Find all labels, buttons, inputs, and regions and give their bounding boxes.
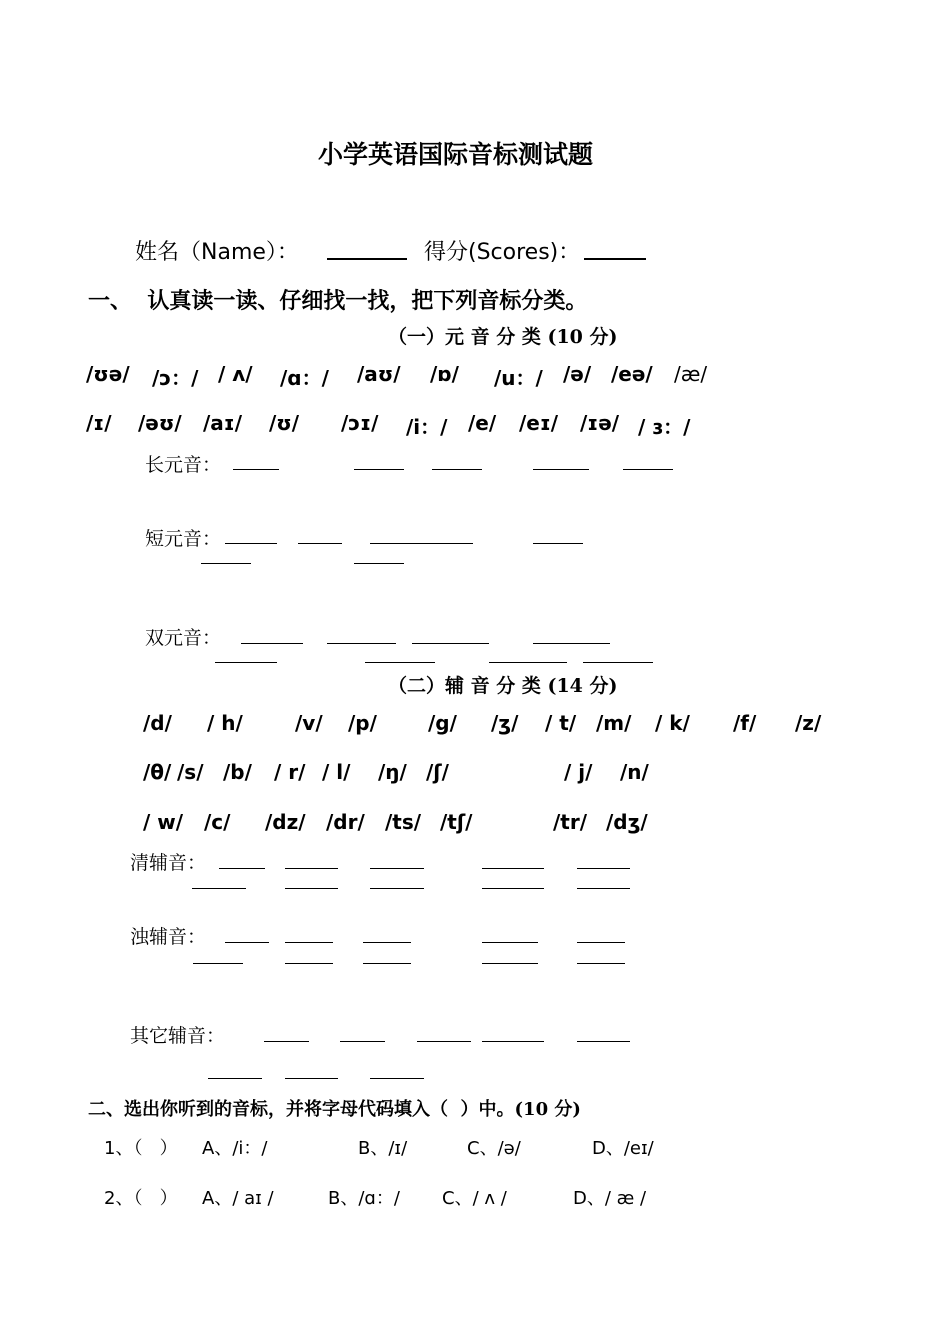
answer-blank[interactable] — [225, 543, 277, 544]
answer-blank[interactable] — [354, 563, 404, 564]
consonant-symbol: /d/ — [143, 711, 172, 735]
section2-heading: 二、选出你听到的音标，并将字母代码填入（ ）中。(10 分) — [88, 1099, 581, 1120]
answer-blank[interactable] — [533, 469, 589, 470]
answer-blank[interactable] — [577, 942, 625, 943]
vowel-subheading: （一）元 音 分 类 (10 分) — [388, 326, 618, 348]
consonant-symbol: /ŋ/ — [378, 760, 407, 784]
score-blank[interactable] — [584, 258, 646, 260]
option-a[interactable]: A、/i：/ — [202, 1138, 268, 1159]
answer-blank[interactable] — [623, 469, 673, 470]
answer-blank[interactable] — [219, 868, 265, 869]
answer-blank[interactable] — [264, 1041, 309, 1042]
vowel-symbol: /ɪ/ — [86, 411, 112, 435]
option-c[interactable]: C、/ə/ — [467, 1138, 521, 1159]
answer-blank[interactable] — [370, 888, 424, 889]
vowel-symbol: /eɪ/ — [519, 411, 559, 435]
consonant-symbol: /c/ — [204, 810, 231, 834]
section1-heading: 一、 认真读一读、仔细找一找，把下列音标分类。 — [88, 288, 588, 314]
consonant-symbol: /θ/ — [143, 760, 172, 784]
consonant-symbol: /ʃ/ — [426, 760, 449, 784]
consonant-symbol: /p/ — [348, 711, 377, 735]
vowel-symbol: /ɔ：/ — [152, 366, 199, 390]
answer-blank[interactable] — [533, 643, 610, 644]
vowel-symbol: /ʊə/ — [86, 362, 130, 386]
answer-blank[interactable] — [285, 942, 333, 943]
consonant-symbol: / t/ — [545, 711, 577, 735]
long-vowel-label: 长元音： — [145, 454, 222, 476]
voiceless-label: 清辅音： — [130, 852, 207, 874]
vowel-symbol: / ɜ：/ — [638, 415, 691, 439]
vowel-symbol: /e/ — [468, 411, 497, 435]
answer-blank[interactable] — [482, 888, 544, 889]
answer-blank[interactable] — [365, 662, 435, 663]
consonant-symbol: /v/ — [295, 711, 323, 735]
answer-blank[interactable] — [193, 963, 243, 964]
answer-blank[interactable] — [482, 868, 544, 869]
answer-blank[interactable] — [417, 1041, 471, 1042]
consonant-symbol: /ʒ/ — [491, 711, 519, 735]
consonant-symbol: /g/ — [428, 711, 457, 735]
consonant-symbol: / k/ — [655, 711, 690, 735]
answer-blank[interactable] — [482, 1041, 544, 1042]
consonant-symbol: /f/ — [733, 711, 757, 735]
answer-blank[interactable] — [577, 963, 625, 964]
answer-blank[interactable] — [298, 543, 342, 544]
consonant-symbol: / l/ — [322, 760, 351, 784]
option-b[interactable]: B、/ɑ：/ — [328, 1188, 400, 1209]
question-number: 2、（ ） — [104, 1188, 178, 1209]
answer-blank[interactable] — [201, 563, 251, 564]
answer-blank[interactable] — [583, 662, 653, 663]
consonant-symbol: / w/ — [143, 810, 184, 834]
consonant-symbol: /ts/ — [385, 810, 422, 834]
vowel-symbol: /ɒ/ — [430, 362, 459, 386]
voiced-label: 浊辅音： — [130, 926, 207, 948]
vowel-symbol: /i：/ — [406, 415, 448, 439]
consonant-symbol: /dr/ — [326, 810, 365, 834]
consonant-symbol: /b/ — [223, 760, 252, 784]
answer-blank[interactable] — [482, 963, 538, 964]
answer-blank[interactable] — [363, 963, 411, 964]
page-title: 小学英语国际音标测试题 — [318, 140, 594, 169]
answer-blank[interactable] — [412, 643, 489, 644]
consonant-subheading: （二）辅 音 分 类 (14 分) — [388, 675, 618, 697]
answer-blank[interactable] — [285, 1078, 338, 1079]
answer-blank[interactable] — [215, 662, 277, 663]
vowel-symbol: /ɪə/ — [580, 411, 620, 435]
vowel-symbol: /eə/ — [611, 362, 653, 386]
name-blank[interactable] — [327, 258, 407, 260]
short-vowel-label: 短元音： — [145, 528, 222, 550]
consonant-symbol: /s/ — [177, 760, 204, 784]
consonant-symbol: /m/ — [596, 711, 632, 735]
consonant-symbol: /dz/ — [265, 810, 306, 834]
answer-blank[interactable] — [354, 469, 404, 470]
score-label: 得分(Scores)： — [424, 240, 581, 265]
option-a[interactable]: A、/ aɪ / — [202, 1188, 274, 1209]
consonant-symbol: /tʃ/ — [440, 810, 473, 834]
option-d[interactable]: D、/eɪ/ — [592, 1138, 654, 1159]
answer-blank[interactable] — [577, 888, 630, 889]
name-label: 姓名（Name）： — [135, 240, 299, 265]
consonant-symbol: /tr/ — [553, 810, 588, 834]
vowel-symbol: /ə/ — [563, 362, 592, 386]
answer-blank[interactable] — [241, 643, 303, 644]
vowel-symbol: / ʌ/ — [218, 362, 253, 386]
consonant-symbol: / r/ — [274, 760, 306, 784]
answer-blank[interactable] — [327, 643, 396, 644]
vowel-symbol: /æ/ — [674, 362, 708, 386]
answer-blank[interactable] — [432, 469, 482, 470]
answer-blank[interactable] — [577, 868, 630, 869]
vowel-symbol: /aʊ/ — [357, 362, 401, 386]
question-number: 1、（ ） — [104, 1138, 178, 1159]
answer-blank[interactable] — [285, 868, 338, 869]
answer-blank[interactable] — [285, 963, 333, 964]
option-c[interactable]: C、/ ʌ / — [442, 1188, 507, 1209]
answer-blank[interactable] — [233, 469, 279, 470]
diphthong-label: 双元音： — [145, 627, 222, 649]
answer-blank[interactable] — [340, 1041, 385, 1042]
answer-blank[interactable] — [363, 942, 411, 943]
answer-blank[interactable] — [208, 1078, 262, 1079]
answer-blank[interactable] — [285, 888, 338, 889]
vowel-symbol: /aɪ/ — [203, 411, 243, 435]
answer-blank[interactable] — [489, 662, 567, 663]
answer-blank[interactable] — [533, 543, 583, 544]
vowel-symbol: /u：/ — [494, 366, 543, 390]
consonant-symbol: / j/ — [564, 760, 593, 784]
consonant-symbol: /z/ — [795, 711, 822, 735]
answer-blank[interactable] — [370, 1078, 424, 1079]
answer-blank[interactable] — [225, 942, 269, 943]
other-consonant-label: 其它辅音： — [130, 1025, 226, 1047]
consonant-symbol: / h/ — [207, 711, 243, 735]
answer-blank[interactable] — [192, 888, 246, 889]
consonant-symbol: /dʒ/ — [606, 810, 648, 834]
vowel-symbol: /ɑ：/ — [280, 366, 329, 390]
answer-blank[interactable] — [577, 1041, 630, 1042]
option-d[interactable]: D、/ æ / — [573, 1188, 647, 1209]
answer-blank[interactable] — [370, 543, 473, 544]
answer-blank[interactable] — [370, 868, 424, 869]
vowel-symbol: /ɔɪ/ — [341, 411, 379, 435]
consonant-symbol: /n/ — [620, 760, 649, 784]
answer-blank[interactable] — [482, 942, 538, 943]
vowel-symbol: /əʊ/ — [138, 411, 182, 435]
vowel-symbol: /ʊ/ — [269, 411, 300, 435]
option-b[interactable]: B、/ɪ/ — [358, 1138, 408, 1159]
